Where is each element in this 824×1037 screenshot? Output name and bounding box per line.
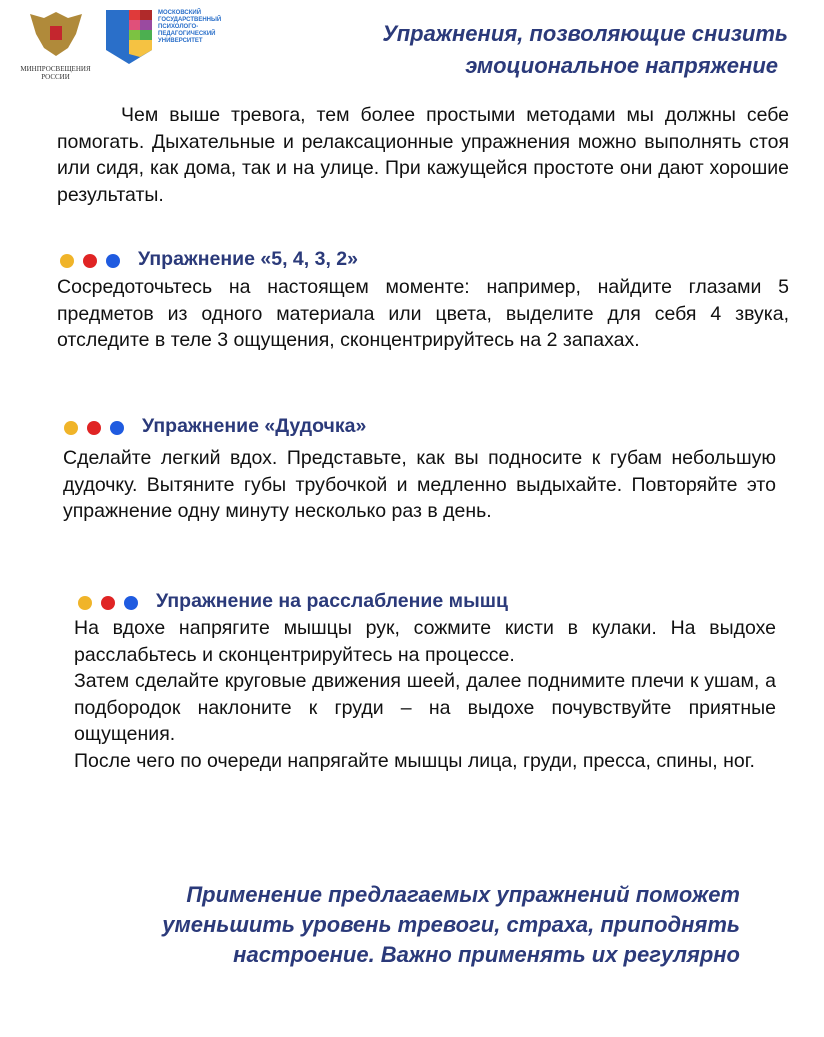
footer-note: Применение предлагаемых упражнений поможет уменьшить уровень тревоги, страха, приподнять настроение. Важно применять их регулярно (162, 882, 740, 967)
dots-icon (60, 254, 120, 268)
exercise-text: Сделайте легкий вдох. Представьте, как вы подносите к губам небольшую дудочку. Вытяните губы трубочкой и медленно выдыхайте. Повторяйте это упражнение одну минуту несколько раз в день. (63, 447, 776, 522)
paragraph: Затем сделайте круговые движения шеей, далее поднимите плечи к ушам, а подбородок наклоните к груди – на выдохе почувствуйте приятные ощущения. (74, 670, 776, 745)
ministry-logo (18, 8, 93, 81)
ministry-name: МИНПРОСВЕЩЕНИЯ РОССИИ (20, 65, 91, 81)
exercise-heading (64, 415, 366, 438)
exercise-heading (60, 248, 358, 271)
page-title (382, 18, 788, 82)
dots-icon (64, 421, 124, 435)
exercise-title: Упражнение «5, 4, 3, 2» (138, 248, 358, 270)
title-line: эмоциональное напряжение (465, 53, 778, 78)
paragraph: После чего по очереди напрягайте мышцы лица, груди, пресса, спины, ног. (74, 749, 755, 772)
intro-paragraph: Чем выше тревога, тем более простыми методами мы должны себе помогать. Дыхательные и релаксационные упражнения можно выполнять стоя или сидя, как дома, так и на улице. При кажущейся простоте они дают хорошие результаты. (57, 104, 789, 206)
dots-icon (78, 596, 138, 610)
exercise-title: Упражнение «Дудочка» (142, 415, 367, 437)
university-emblem-icon (106, 10, 152, 64)
exercise-text (74, 615, 776, 774)
exercise-text: Сосредоточьтесь на настоящем моменте: например, найдите глазами 5 предметов из одного материала или цвета, выделите для себя 4 звука, отследите в теле 3 ощущения, сконцентрируйтесь на 2 запахах. (57, 276, 789, 351)
paragraph: На вдохе напрягите мышцы рук, сожмите кисти в кулаки. На выдохе расслабьтесь и сконцентрируйтесь на процессе. (74, 617, 776, 666)
university-logo (106, 10, 253, 64)
university-name: МОСКОВСКИЙ ГОСУДАРСТВЕННЫЙ ПСИХОЛОГО-ПЕДАГОГИЧЕСКИЙ УНИВЕРСИТЕТ (158, 10, 222, 44)
exercise-heading (78, 590, 508, 613)
title-line: Упражнения, позволяющие снизить (382, 21, 788, 46)
emblem-icon (28, 8, 84, 60)
exercise-title: Упражнение на расслабление мышц (156, 590, 508, 612)
